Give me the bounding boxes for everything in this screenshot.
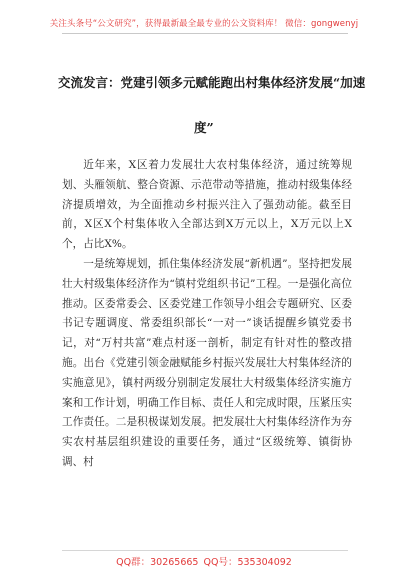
body-paragraph-1: 近年来，X区着力发展壮大农村集体经济，通过统筹规划、头雁领航、整合资源、示范带动等措施，推动村级集体经济提质增效，为全面推动乡村振兴注入了强劲动能。截至目前，X区X个村集体收入全部达到X万元以上，X万元以上X个，占比X%。: [62, 159, 352, 251]
header-divider: [62, 33, 348, 34]
header-banner: 关注头条号“公文研究”，获得最新最全最专业的公文资料库！ 微信：gongwenyj: [49, 19, 359, 29]
body-paragraph-2: 一是统筹规划，抓住集体经济发展“新机遇”。坚持把发展壮大村级集体经济作为“镇村党组织书记”工程。一是强化高位推动。区委常委会、区委党建工作领导小组会专题研究、区委书记专题调度、常委组织部长“一对一”谈话提醒乡镇党委书记，对“万村共富”难点村逐一剖析，制定有针对性的整改措施。出台《党建引领金融赋能乡村振兴发展壮大村集体经济的实施意见》，镇村两级分别制定发展壮大村级集体经济实施方案和工作计划，明确工作目标、责任人和完成时限，压紧压实工作责任。二是积极谋划发展。把发展壮大村集体经济作为夯实农村基层组织建设的重要任务，通过“区级统筹、镇街协调、村: [62, 257, 352, 468]
footer-divider: [62, 550, 348, 551]
document-title-line-1: 交流发言：党建引领多元赋能跑出村集体经济发展“加速: [58, 75, 366, 90]
document-body: [62, 156, 352, 473]
footer-contact: QQ群：30265665 QQ号：535304092: [116, 557, 292, 568]
document-title-line-2: 度”: [194, 120, 214, 135]
